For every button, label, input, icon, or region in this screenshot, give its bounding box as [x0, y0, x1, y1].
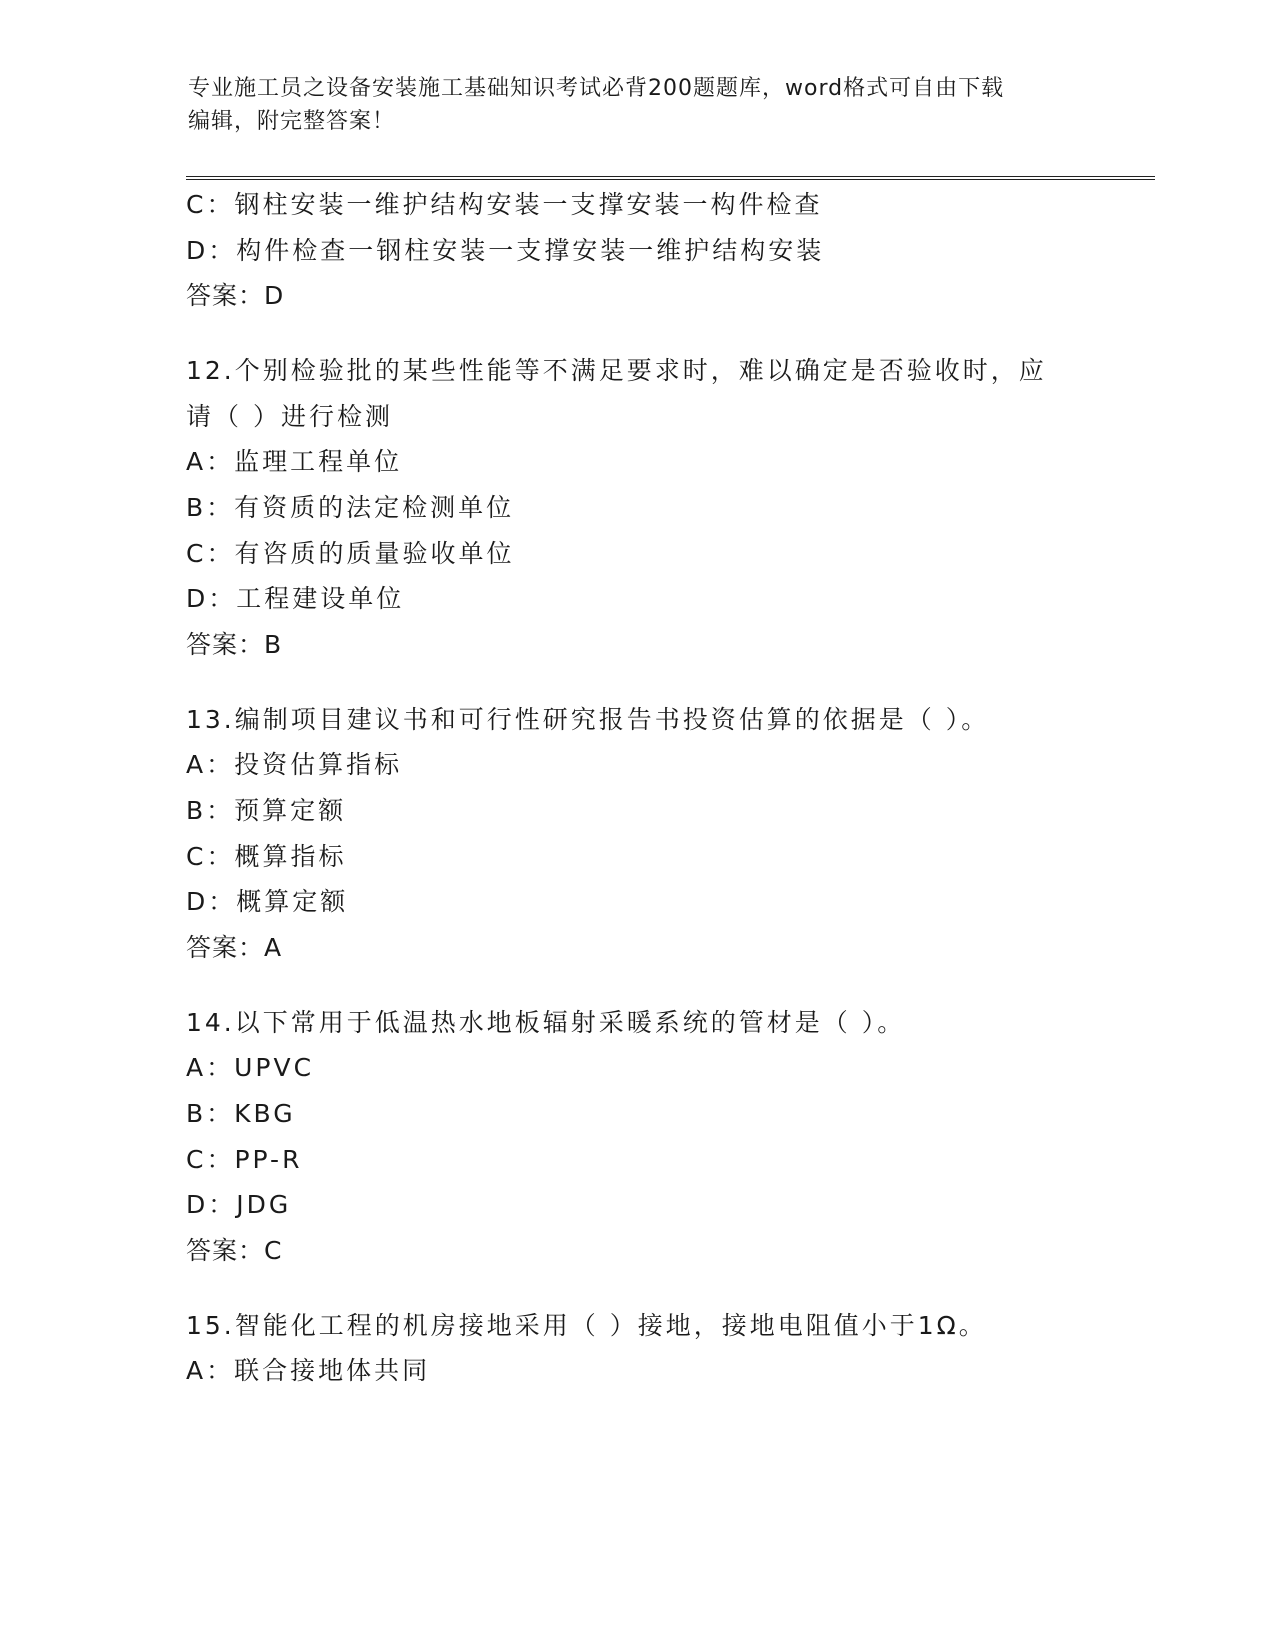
document-header: [188, 72, 1088, 138]
question-stem: 14.以下常用于低温热水地板辐射采暖系统的管材是（ ）。: [186, 1007, 906, 1037]
question-stem: 15.智能化工程的机房接地采用（ ）接地，接地电阻值小于1Ω。: [186, 1310, 987, 1340]
answer-line: 答案：A: [186, 932, 283, 962]
header-title-line-2: 编辑，附完整答案！: [188, 109, 396, 134]
option-a: A：投资估算指标: [186, 750, 403, 780]
question-12: [186, 356, 1146, 660]
option-c: C：概算指标: [186, 841, 347, 871]
question-stem-line-1: 12.个别检验批的某些性能等不满足要求时，难以确定是否验收时，应: [186, 356, 1047, 386]
option-a: A：监理工程单位: [186, 447, 403, 477]
option-d: D：构件检查一钢柱安装一支撑安装一维护结构安装: [186, 235, 825, 265]
header-divider: [186, 176, 1155, 180]
option-c: C：有咨质的质量验收单位: [186, 538, 515, 568]
answer-line: 答案：B: [186, 629, 283, 659]
question-stem-line-2: 请（ ）进行检测: [186, 401, 393, 431]
question-11-fragment: [186, 190, 1146, 311]
header-title-line-1: 专业施工员之设备安装施工基础知识考试必背200题题库，word格式可自由下载: [188, 76, 1005, 101]
option-b: B：预算定额: [186, 795, 347, 825]
answer-line: 答案：C: [186, 1235, 283, 1265]
option-d: D：工程建设单位: [186, 584, 405, 614]
question-13: [186, 705, 1146, 963]
option-b: B：有资质的法定检测单位: [186, 492, 515, 522]
option-a: A：UPVC: [186, 1053, 315, 1083]
option-c: C：钢柱安装一维护结构安装一支撑安装一构件检查: [186, 190, 823, 219]
question-stem: 13.编制项目建议书和可行性研究报告书投资估算的依据是（ ）。: [186, 704, 990, 734]
option-d: D：JDG: [186, 1190, 292, 1220]
option-d: D：概算定额: [186, 887, 349, 917]
option-a: A：联合接地体共同: [186, 1356, 431, 1386]
question-15: [186, 1311, 1146, 1387]
option-c: C：PP-R: [186, 1144, 303, 1174]
document-body: [186, 190, 1146, 1402]
option-b: B：KBG: [186, 1098, 296, 1128]
question-14: [186, 1008, 1146, 1266]
answer-line: 答案：D: [186, 281, 285, 311]
